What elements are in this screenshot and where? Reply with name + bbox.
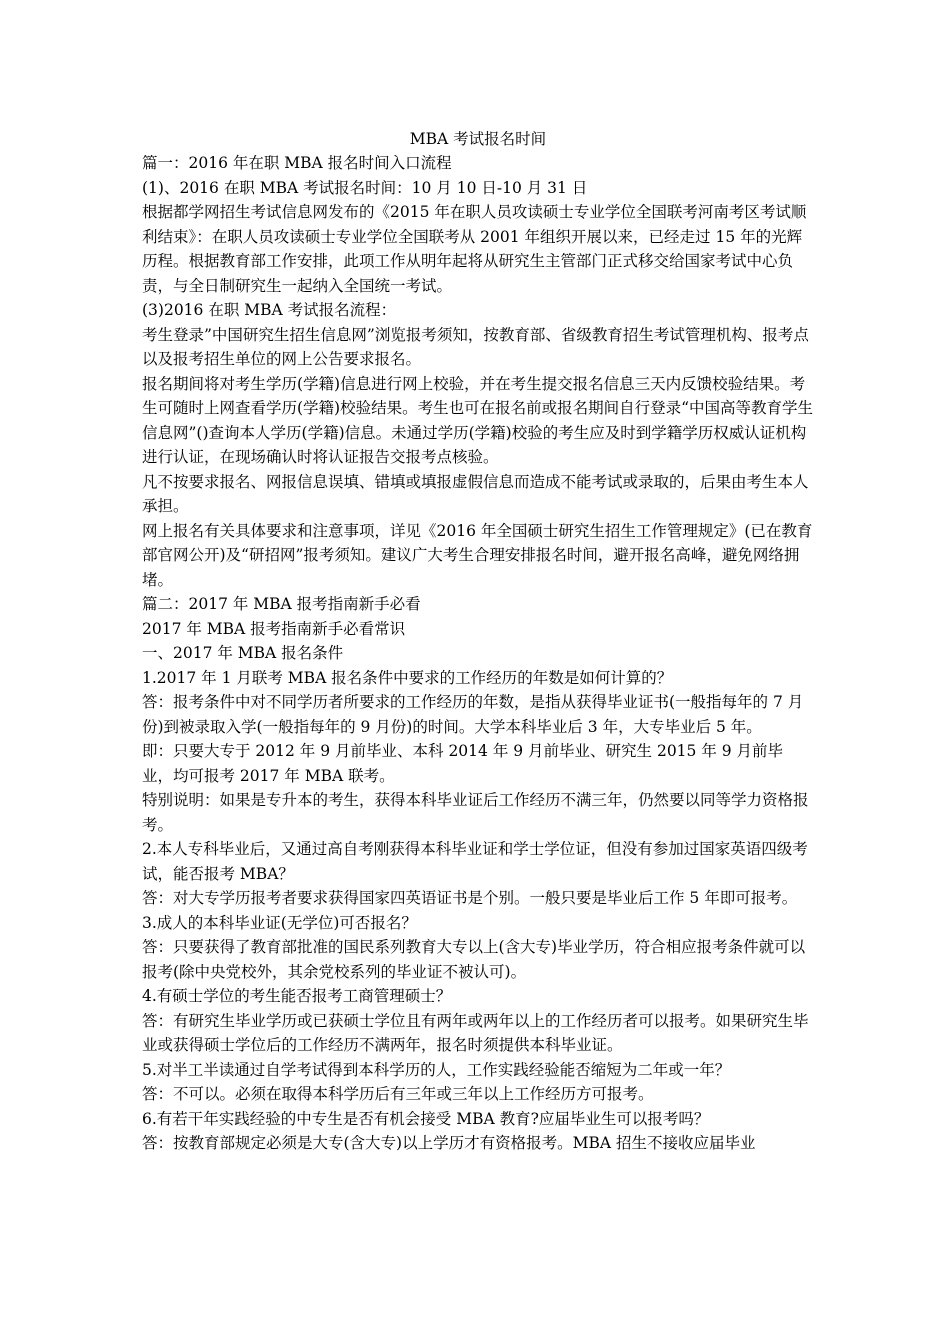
- answer-6: 答：按教育部规定必须是大专(含大专)以上学历才有资格报考。MBA 招生不接收应届毕业: [142, 1134, 756, 1152]
- answer-4: 答：有研究生毕业学历或已获硕士学位且有两年或两年以上的工作经历者可以报考。如果研究生毕业或获得硕士学位后的工作经历不满两年，报名时须提供本科毕业证。: [142, 1011, 809, 1054]
- question-2: 2.本人专科毕业后，又通过高自考刚获得本科毕业证和学士学位证，但没有参加过国家英语四级考试，能否报考 MBA？: [142, 840, 808, 883]
- answer-1-note: 特别说明：如果是专升本的考生，获得本科毕业证后工作经历不满三年，仍然要以同等学力资格报考。: [142, 791, 809, 834]
- question-5: 5.对半工半读通过自学考试得到本科学历的人，工作实践经验能否缩短为二年或一年？: [142, 1060, 731, 1079]
- answer-1-example: 即：只要大专于 2012 年 9 月前毕业、本科 2014 年 9 月前毕业、研究生 2015 年 9 月前毕业，均可报考 2017 年 MBA 联考。: [142, 742, 784, 785]
- question-3: 3.成人的本科毕业证(无学位)可否报名？: [142, 913, 417, 932]
- guide-subtitle: 2017 年 MBA 报考指南新手必看常识: [142, 619, 406, 638]
- answer-3: 答：只要获得了教育部批准的国民系列教育大专以上(含大专)毕业学历，符合相应报考条件就可以报考(除中央党校外，其余党校系列的毕业证不被认可)。: [142, 938, 806, 981]
- document-body: [142, 127, 814, 1156]
- answer-2: 答：对大专学历报考者要求获得国家四英语证书是个别。一般只要是毕业后工作 5 年即可报考。: [142, 889, 798, 907]
- registration-time: (1)、2016 在职 MBA 考试报名时间：10 月 10 日-10 月 31 日: [142, 178, 588, 197]
- question-6: 6.有若干年实践经验的中专生是否有机会接受 MBA 教育?应届毕业生可以报考吗？: [142, 1109, 710, 1128]
- answer-1: 答：报考条件中对不同学历者所要求的工作经历的年数，是指从获得毕业证书(一般指每年的 7 月份)到被录取入学(一般指每年的 9 月份)的时间。大学本科毕业后 3 年，大专毕业后 5 年。: [142, 693, 804, 736]
- conditions-heading: 一、2017 年 MBA 报名条件: [142, 644, 344, 662]
- registration-process-heading: (3)2016 在职 MBA 考试报名流程：: [142, 301, 397, 319]
- paragraph-requirements: 网上报名有关具体要求和注意事项，详见《2016 年全国硕士研究生招生工作管理规定》(已在教育部官网公开)及“研招网”报考须知。建议广大考生合理安排报名时间，避开报名高峰，避免网络拥堵。: [142, 521, 813, 589]
- section-heading-1: 篇一：2016 年在职 MBA 报名时间入口流程: [142, 154, 452, 172]
- question-1: 1.2017 年 1 月联考 MBA 报名条件中要求的工作经历的年数是如何计算的？: [142, 668, 673, 687]
- question-4: 4.有硕士学位的考生能否报考工商管理硕士？: [142, 987, 452, 1005]
- section-heading-2: 篇二：2017 年 MBA 报考指南新手必看: [142, 595, 421, 613]
- paragraph-responsibility: 凡不按要求报名、网报信息误填、错填或填报虚假信息而造成不能考试或录取的，后果由考生本人承担。: [142, 472, 809, 515]
- document-title: MBA 考试报名时间: [409, 130, 547, 148]
- paragraph-background: 根据都学网招生考试信息网发布的《2015 年在职人员攻读硕士专业学位全国联考河南考区考试顺利结束》：在职人员攻读硕士专业学位全国联考从 2001 年组织开展以来，已经走过 15 年的光辉历程。根据教育部工作安排，此项工作从明年起将从研究生主管部门正式移交给国家考试中心负责，与全日制研究生一起纳入全国统一考试。: [142, 203, 807, 295]
- paragraph-verification: 报名期间将对考生学历(学籍)信息进行网上校验，并在考生提交报名信息三天内反馈校验结果。考生可随时上网查看学历(学籍)校验结果。考生也可在报名前或报名期间自行登录“中国高等教育学生信息网”()查询本人学历(学籍)信息。未通过学历(学籍)校验的考生应及时到学籍学历权威认证机构进行认证，在现场确认时将认证报告交报考点核验。: [142, 374, 814, 466]
- answer-5: 答：不可以。必须在取得本科学历后有三年或三年以上工作经历方可报考。: [142, 1085, 654, 1103]
- paragraph-login: 考生登录”中国研究生招生信息网”浏览报考须知，按教育部、省级教育招生考试管理机构、报考点以及报考招生单位的网上公告要求报名。: [142, 325, 809, 368]
